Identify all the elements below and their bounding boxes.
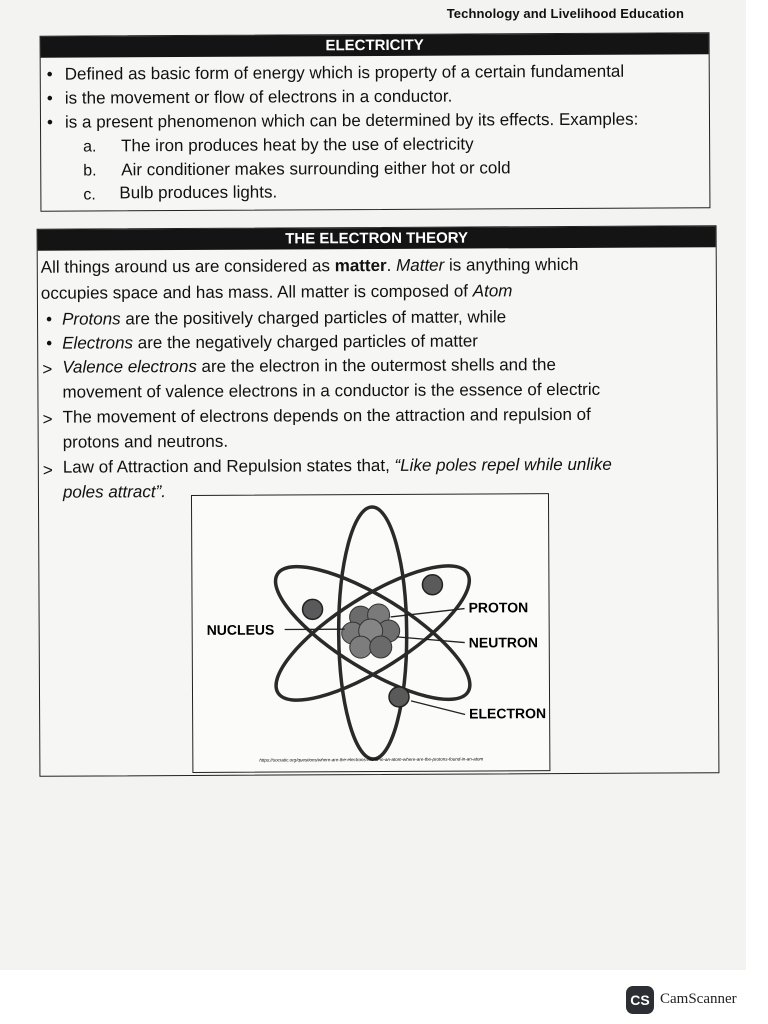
example-letter: a. [83, 138, 97, 156]
example-letter: c. [83, 186, 96, 204]
arrow-bullet-icon: > [42, 460, 53, 480]
valence-term: Valence electrons [62, 356, 197, 377]
arrow-bullet-icon: > [42, 359, 53, 379]
matter-term: matter [334, 255, 387, 276]
electrons-term: Electrons [62, 333, 134, 353]
bullet-icon: • [45, 309, 53, 329]
proton-label: PROTON [468, 599, 529, 616]
electron-theory-box [37, 225, 720, 777]
electron-dot [303, 599, 323, 619]
law-item-cont [63, 482, 166, 503]
movement-item: The movement of electrons depends on the attraction and repulsion of [62, 404, 591, 427]
law-text: Law of Attraction and Repulsion states that, [62, 455, 395, 477]
valence-item [62, 355, 556, 378]
electricity-bullet-1: Defined as basic form of energy which is property of a certain fundamental [64, 61, 625, 84]
electricity-bullet-3: is a present phenomenon which can be determined by its effects. Examples: [64, 109, 639, 132]
intro-line-1 [41, 255, 579, 278]
bullet-icon: • [46, 333, 53, 353]
electricity-bullet-2: is the movement or flow of electrons in a conductor. [64, 86, 453, 108]
bullet-icon: • [46, 64, 53, 84]
nucleus-cluster [342, 604, 400, 658]
valence-text: are the electron in the outermost shells and the [196, 355, 556, 376]
subject-header: Technology and Livelihood Education [446, 6, 684, 21]
atom-term: Atom [472, 281, 513, 301]
protons-text: are the positively charged particles of matter, while [120, 307, 507, 329]
electron-dot [389, 687, 409, 707]
intro-text: occupies space and has mass. All matter is composed of [40, 281, 473, 303]
camscanner-brand: CamScanner [660, 991, 737, 1007]
electrons-text: are the negatively charged particles of matter [132, 331, 478, 353]
electrons-item [62, 331, 478, 353]
electricity-title: ELECTRICITY [41, 33, 709, 57]
arrow-bullet-icon: > [42, 409, 53, 429]
figure-source-url: https://socratic.org/questions/where-are-the-electrons-found-in-an-atom-where-are-the-protons-found-in-an-atom [259, 756, 484, 763]
intro-text: is anything which [444, 254, 579, 275]
law-quote: “Like poles repel while unlike [394, 454, 612, 475]
example-text: Bulb produces lights. [119, 182, 278, 203]
intro-line-2 [41, 281, 513, 303]
atom-illustration [192, 494, 549, 772]
example-text: Air conditioner makes surrounding either hot or cold [121, 158, 511, 180]
nucleus-label: NUCLEUS [206, 621, 275, 638]
electron-dot [422, 575, 442, 595]
camscanner-logo-icon: CS [626, 986, 654, 1014]
electron-theory-title: THE ELECTRON THEORY [38, 226, 716, 251]
law-quote: poles attract”. [62, 482, 166, 502]
protons-term: Protons [61, 309, 121, 329]
matter-italic: Matter [396, 255, 445, 275]
movement-item-cont: protons and neutrons. [62, 431, 229, 452]
electron-label: ELECTRON [469, 705, 547, 722]
valence-item-cont: movement of valence electrons in a conductor is the essence of electric [62, 379, 601, 402]
intro-text: All things around us are considered as [40, 256, 335, 277]
neutron-label: NEUTRON [468, 634, 539, 651]
law-item [63, 455, 612, 478]
intro-text: . [386, 255, 397, 275]
bullet-icon: • [46, 112, 53, 132]
atom-diagram [191, 493, 550, 773]
example-letter: b. [83, 162, 97, 180]
bullet-icon: • [46, 88, 53, 108]
example-text: The iron produces heat by the use of electricity [121, 134, 474, 156]
electricity-box [40, 32, 711, 212]
protons-item [62, 307, 506, 329]
